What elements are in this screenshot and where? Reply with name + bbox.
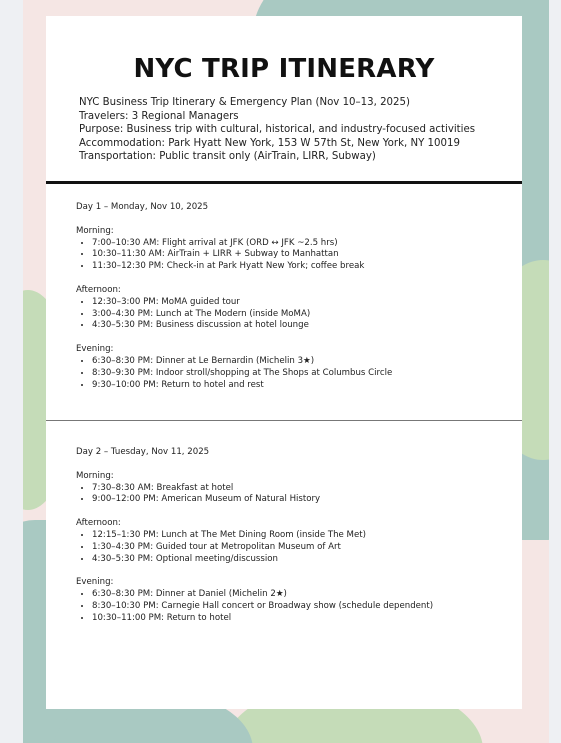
day-heading: Day 1 – Monday, Nov 10, 2025 bbox=[76, 202, 209, 212]
period-label: Morning: bbox=[76, 225, 114, 236]
period-afternoon bbox=[76, 518, 433, 565]
list-item: • 12:15–1:30 PM: Lunch at The Met Dining Room (inside The Met) bbox=[92, 530, 433, 542]
period-morning bbox=[76, 471, 433, 506]
day-heading: Day 2 – Tuesday, Nov 11, 2025 bbox=[76, 447, 210, 457]
day-section-2 bbox=[76, 447, 433, 625]
list-item: • 8:30–10:30 PM: Carnegie Hall concert or Broadway show (schedule dependent) bbox=[92, 601, 433, 613]
section-divider bbox=[46, 181, 522, 184]
list-item: • 3:00–4:30 PM: Lunch at The Modern (inside MoMA) bbox=[92, 309, 392, 321]
period-label: Morning: bbox=[76, 470, 114, 481]
period-label: Evening: bbox=[76, 577, 114, 588]
period-label: Afternoon: bbox=[76, 518, 121, 529]
summary-line: Accommodation: Park Hyatt New York, 153 W 57th St, New York, NY 10019 bbox=[79, 137, 460, 149]
list-item: • 7:30–8:30 AM: Breakfast at hotel bbox=[92, 483, 433, 495]
period-label: Evening: bbox=[76, 344, 114, 355]
summary-line: NYC Business Trip Itinerary & Emergency Plan (Nov 10–13, 2025) bbox=[79, 97, 410, 108]
list-item: • 10:30–11:00 PM: Return to hotel bbox=[92, 613, 433, 625]
list-item: • 1:30–4:30 PM: Guided tour at Metropolitan Museum of Art bbox=[92, 542, 433, 554]
list-item: • 9:30–10:00 PM: Return to hotel and rest bbox=[92, 380, 392, 392]
activity-list bbox=[76, 238, 392, 273]
period-afternoon bbox=[76, 285, 392, 332]
list-item: • 9:00–12:00 PM: American Museum of Natural History bbox=[92, 494, 433, 506]
period-evening bbox=[76, 577, 433, 624]
summary-line: Purpose: Business trip with cultural, historical, and industry-focused activities bbox=[79, 124, 476, 136]
activity-list bbox=[76, 589, 433, 624]
list-item: • 12:30–3:00 PM: MoMA guided tour bbox=[92, 297, 392, 309]
period-evening bbox=[76, 344, 392, 391]
activity-list bbox=[76, 530, 433, 565]
period-morning bbox=[76, 226, 392, 273]
list-item: • 6:30–8:30 PM: Dinner at Daniel (Michelin 2★) bbox=[92, 589, 433, 601]
document-sheet bbox=[46, 16, 522, 709]
trip-summary bbox=[79, 96, 522, 164]
list-item: • 6:30–8:30 PM: Dinner at Le Bernardin (Michelin 3★) bbox=[92, 356, 392, 368]
activity-list bbox=[76, 297, 392, 332]
list-item: • 4:30–5:30 PM: Business discussion at hotel lounge bbox=[92, 320, 392, 332]
list-item: • 11:30–12:30 PM: Check-in at Park Hyatt New York; coffee break bbox=[92, 261, 392, 273]
list-item: • 4:30–5:30 PM: Optional meeting/discussion bbox=[92, 554, 433, 566]
document-title: NYC TRIP ITINERARY bbox=[133, 54, 435, 84]
summary-line: Transportation: Public transit only (AirTrain, LIRR, Subway) bbox=[79, 151, 376, 163]
list-item: • 7:00–10:30 AM: Flight arrival at JFK (ORD ↔ JFK ~2.5 hrs) bbox=[92, 238, 392, 250]
activity-list bbox=[76, 483, 433, 507]
period-label: Afternoon: bbox=[76, 284, 121, 295]
section-divider bbox=[46, 420, 522, 421]
summary-line: Travelers: 3 Regional Managers bbox=[79, 110, 239, 122]
activity-list bbox=[76, 356, 392, 391]
day-section-1 bbox=[76, 202, 392, 391]
list-item: • 10:30–11:30 AM: AirTrain + LIRR + Subway to Manhattan bbox=[92, 249, 392, 261]
list-item: • 8:30–9:30 PM: Indoor stroll/shopping at The Shops at Columbus Circle bbox=[92, 368, 392, 380]
